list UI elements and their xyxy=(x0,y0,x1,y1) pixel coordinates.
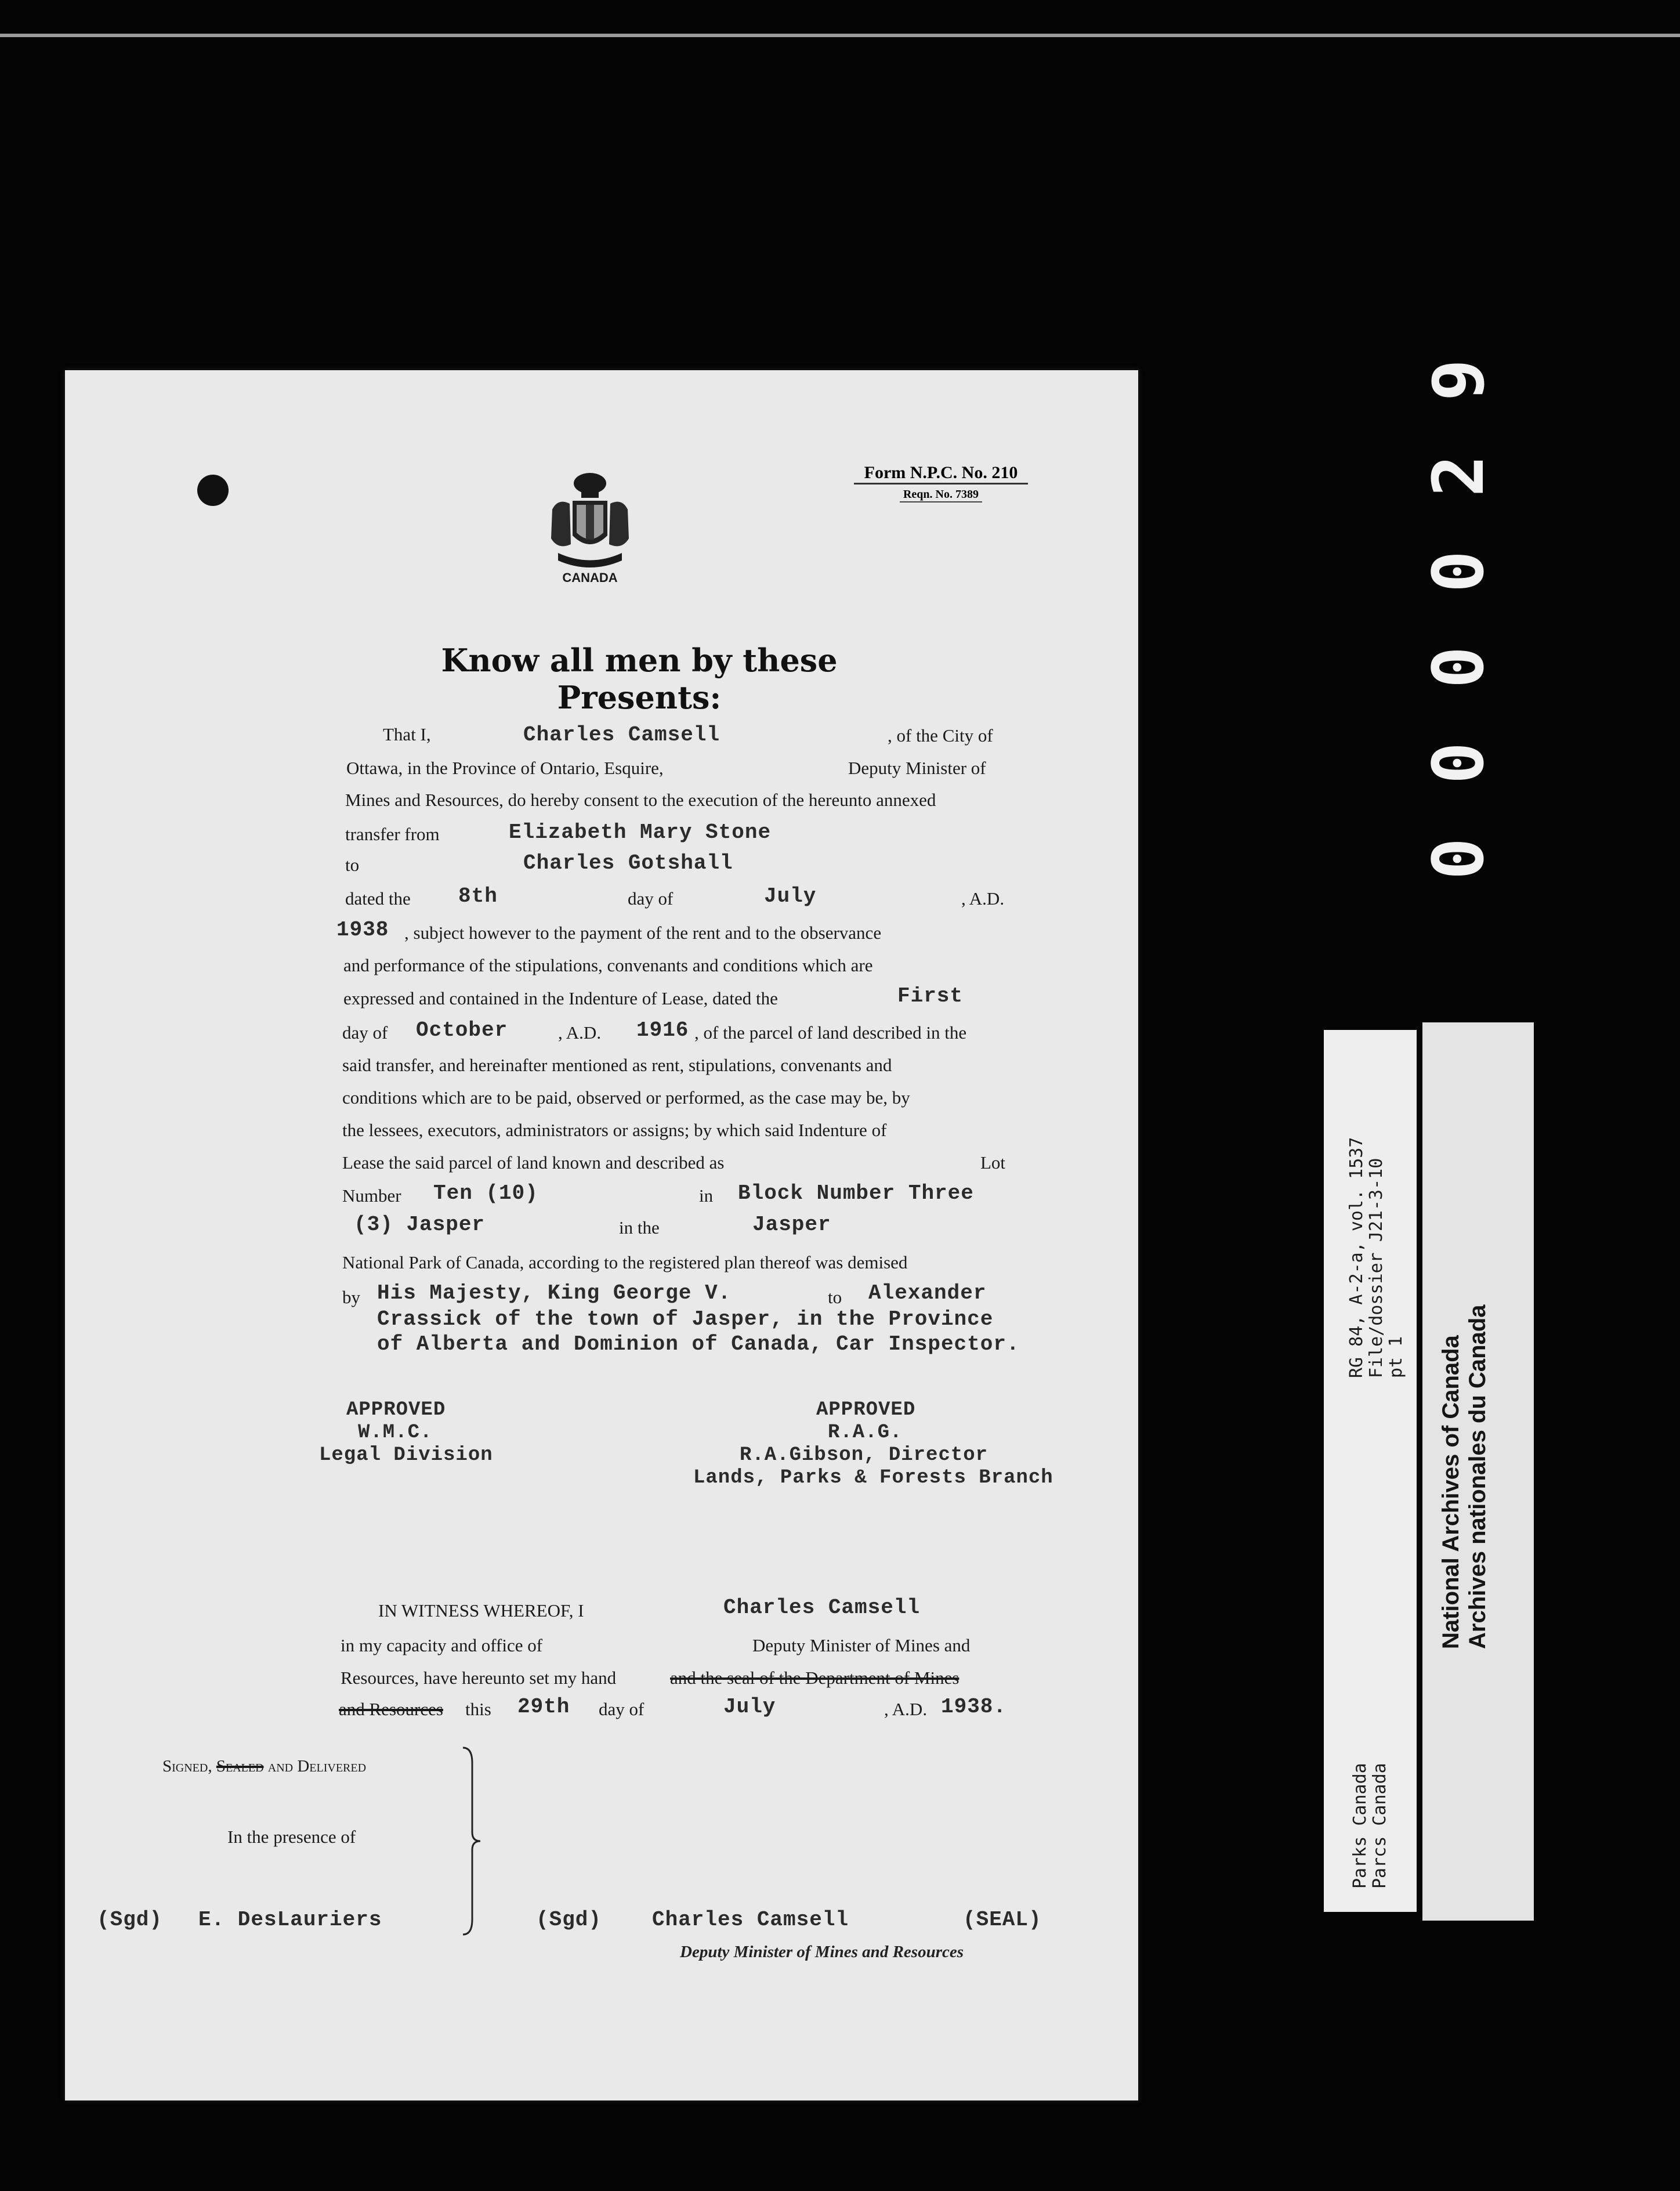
frame-digit-2: 2 xyxy=(1418,454,1500,497)
frame-digit-4: 0 xyxy=(1418,646,1500,689)
signer-title: Deputy Minister of Mines and Resources xyxy=(680,1943,964,1961)
text-ad-3: , A.D. xyxy=(884,1699,928,1719)
seal-mark: (SEAL) xyxy=(963,1908,1042,1932)
text-in-the: in the xyxy=(619,1217,660,1238)
text-number: Number xyxy=(342,1185,401,1206)
text-said-transfer-line: said transfer, and hereinafter mentioned as rent, stipulations, convenants and xyxy=(342,1055,892,1075)
transfer-day: 8th xyxy=(458,884,498,908)
approved-right: APPROVED xyxy=(816,1399,916,1421)
sgd-left: (Sgd) xyxy=(97,1908,163,1932)
approved-left: APPROVED xyxy=(346,1399,446,1421)
lease-day: First xyxy=(897,984,964,1008)
text-ottawa: Ottawa, in the Province of Ontario, Esquire, xyxy=(346,758,664,778)
form-number: Form N.P.C. No. 210 xyxy=(854,463,1028,485)
brace-icon xyxy=(459,1745,494,1937)
lot-number: Ten (10) xyxy=(433,1181,538,1205)
transferor-name: Elizabeth Mary Stone xyxy=(509,820,772,844)
park-name: Jasper xyxy=(752,1213,831,1236)
text-resources-line: Resources, have hereunto set my hand xyxy=(341,1668,617,1688)
coat-of-arms-icon xyxy=(541,469,639,573)
text-to: to xyxy=(345,855,360,875)
signer-signature: Charles Camsell xyxy=(652,1908,849,1932)
approved-right-initials: R.A.G. xyxy=(828,1422,903,1444)
signed-text-sealed: Sealed xyxy=(216,1757,264,1776)
frame-digit-5: 0 xyxy=(1418,742,1500,784)
frame-number xyxy=(1415,337,1502,905)
approved-right-name: R.A.Gibson, Director xyxy=(740,1444,989,1466)
text-national-park-line: National Park of Canada, according to the registered plan thereof was demised xyxy=(342,1252,908,1272)
text-this: this xyxy=(465,1699,491,1719)
text-presence: In the presence of xyxy=(227,1827,356,1847)
text-transfer-from: transfer from xyxy=(345,824,440,844)
transfer-year: 1938 xyxy=(336,918,389,942)
text-struck-seal: and the seal of the Department of Mines xyxy=(670,1668,960,1688)
frame-digit-6: 0 xyxy=(1418,837,1500,880)
text-that-i: That I, xyxy=(383,724,431,744)
punch-hole xyxy=(197,475,229,506)
witness-year: 1938. xyxy=(941,1695,1007,1719)
text-lessees-line: the lessees, executors, administrators or assigns; by which said Indenture of xyxy=(342,1120,887,1140)
text-ad-2: , A.D. xyxy=(558,1022,602,1043)
witness-month: July xyxy=(723,1695,776,1719)
text-mines-line: Mines and Resources, do hereby consent to the execution of the hereunto annexed xyxy=(345,790,936,810)
film-edge-line xyxy=(0,34,1680,37)
lessee-name: Alexander xyxy=(868,1281,987,1305)
witness-name: Charles Camsell xyxy=(723,1596,921,1619)
text-dated-the: dated the xyxy=(345,888,411,909)
text-by: by xyxy=(342,1287,360,1307)
signed-text-b: and Delivered xyxy=(263,1757,367,1776)
parks-line-1: Parks Canada xyxy=(1350,1763,1370,1889)
reference-line-1: RG 84, A-2-a, vol. 1537 xyxy=(1346,1137,1367,1378)
signed-text-a: Signed, xyxy=(162,1757,216,1776)
lessee-line-3: of Alberta and Dominion of Canada, Car Inspector. xyxy=(377,1332,1020,1356)
lessor-name: His Majesty, King George V. xyxy=(377,1281,732,1305)
reference-line-2: File/dossier J21-3-10 xyxy=(1366,1158,1386,1378)
crest-label: CANADA xyxy=(562,570,618,585)
reference-tag xyxy=(1324,1030,1417,1912)
transferee-name: Charles Gotshall xyxy=(523,851,733,875)
parks-line-2: Parcs Canada xyxy=(1370,1763,1390,1889)
block-number-cont: (3) Jasper xyxy=(354,1213,486,1236)
block-number: Block Number Three xyxy=(738,1181,974,1205)
text-struck-resources: and Resources xyxy=(339,1699,443,1719)
frame-digit-1: 9 xyxy=(1418,359,1500,402)
sgd-right: (Sgd) xyxy=(536,1908,602,1932)
text-expressed-line: expressed and contained in the Indenture of Lease, dated the xyxy=(343,988,778,1008)
text-in-witness: IN WITNESS WHEREOF, I xyxy=(378,1600,584,1621)
text-conditions-line: conditions which are to be paid, observed or performed, as the case may be, by xyxy=(342,1087,910,1108)
text-lease-the-line: Lease the said parcel of land known and described as xyxy=(342,1152,725,1173)
approved-left-division: Legal Division xyxy=(319,1444,493,1466)
frame-digit-3: 0 xyxy=(1418,550,1500,593)
witness-signature: E. DesLauriers xyxy=(198,1908,382,1932)
archives-text xyxy=(1438,1304,1491,1649)
parks-text xyxy=(1350,1763,1390,1889)
requisition-number: Reqn. No. 7389 xyxy=(900,488,982,502)
reference-line-3: pt 1 xyxy=(1386,1336,1406,1378)
text-day-of-3: day of xyxy=(599,1699,645,1719)
text-capacity: in my capacity and office of xyxy=(341,1635,543,1655)
approved-left-initials: W.M.C. xyxy=(358,1422,433,1444)
lease-year: 1916 xyxy=(636,1018,689,1042)
text-ad: , A.D. xyxy=(961,888,1005,909)
reference-text xyxy=(1347,1137,1406,1378)
text-day-of-2: day of xyxy=(342,1022,388,1043)
approved-right-branch: Lands, Parks & Forests Branch xyxy=(693,1467,1053,1489)
text-deputy-minister: Deputy Minister of xyxy=(848,758,986,778)
document-heading: Know all men by these Presents: xyxy=(441,642,838,716)
form-number-block xyxy=(854,463,1028,502)
text-of-city: , of the City of xyxy=(888,725,993,746)
text-lot: Lot xyxy=(980,1152,1006,1173)
text-to-2: to xyxy=(828,1287,842,1307)
lease-month: October xyxy=(416,1018,508,1042)
text-office: Deputy Minister of Mines and xyxy=(752,1635,971,1655)
consenting-name: Charles Camsell xyxy=(523,723,720,747)
text-day-of: day of xyxy=(628,888,674,909)
text-in: in xyxy=(699,1185,714,1206)
lessee-line-2: Crassick of the town of Jasper, in the Province xyxy=(377,1307,994,1331)
text-subject-line: , subject however to the payment of the rent and to the observance xyxy=(404,923,882,943)
transfer-month: July xyxy=(764,884,817,908)
document-page xyxy=(65,370,1138,2100)
archives-line-2: Archives nationales du Canada xyxy=(1465,1304,1490,1649)
witness-day: 29th xyxy=(517,1695,570,1719)
signed-sealed-delivered xyxy=(162,1757,366,1776)
text-performance-line: and performance of the stipulations, convenants and conditions which are xyxy=(343,955,873,975)
text-parcel-line: , of the parcel of land described in the xyxy=(694,1022,967,1043)
archives-line-1: National Archives of Canada xyxy=(1438,1335,1464,1649)
archives-tag xyxy=(1422,1022,1534,1921)
